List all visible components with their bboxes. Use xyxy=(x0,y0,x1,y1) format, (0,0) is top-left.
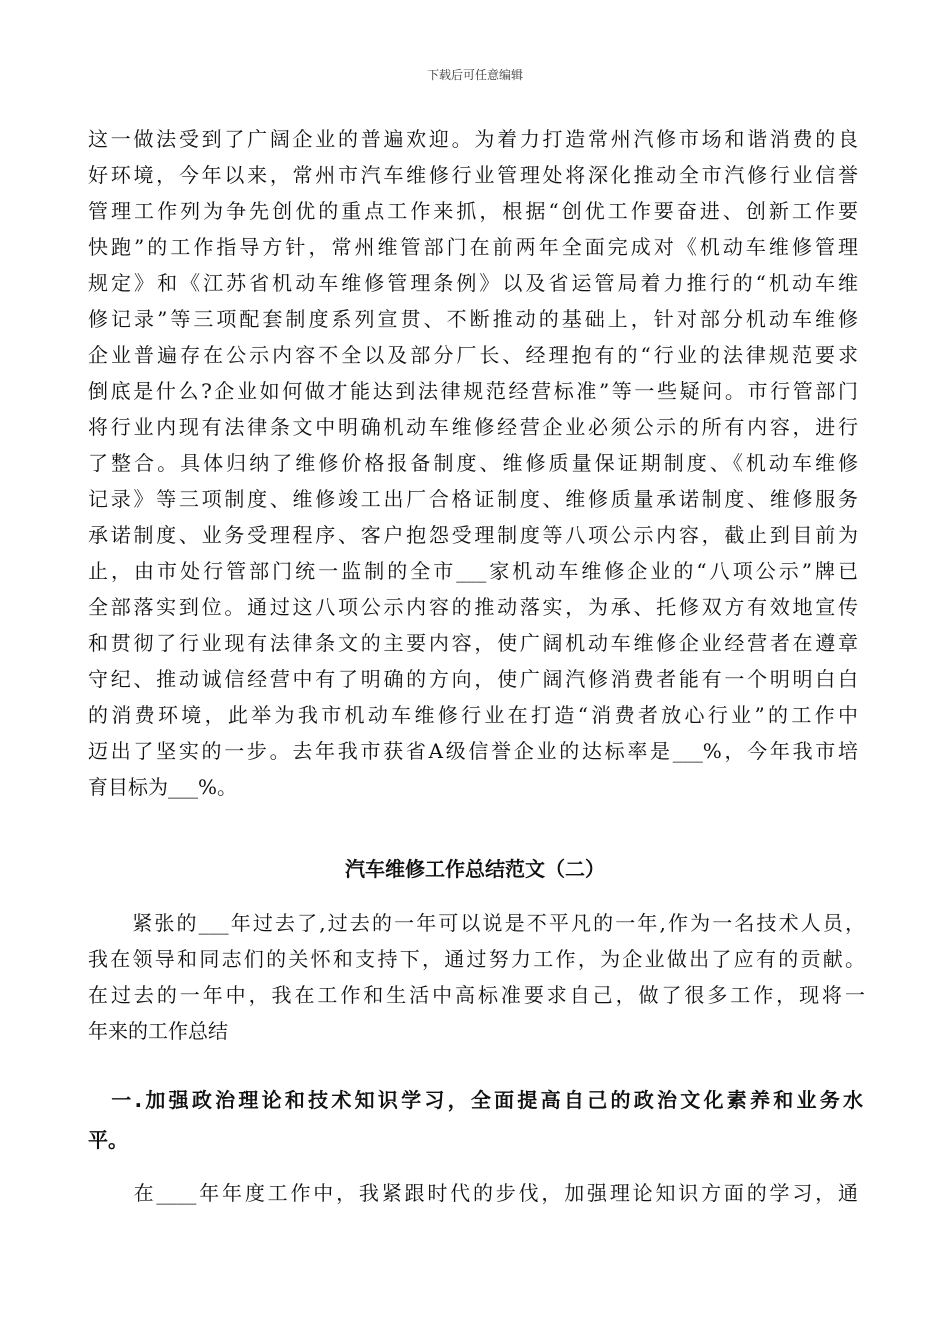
subsection-heading xyxy=(88,1080,863,1160)
page-header-note: 下载后可任意编辑 xyxy=(426,68,523,82)
paragraph-3 xyxy=(88,1175,858,1211)
text-line: 快跑”的工作指导方针，常州维管部门在前两年全面完成对《机动车维修管理 xyxy=(88,235,858,259)
text-line: 止，由市处行管部门统一监制的全市___家机动车维修企业的“八项公示”牌已 xyxy=(88,559,858,583)
section-title: 汽车维修工作总结范文（二） xyxy=(345,857,605,881)
text-line: 将行业内现有法律条文中明确机动车维修经营企业必须公示的所有内容，进行 xyxy=(88,415,858,439)
text-line: 这一做法受到了广阔企业的普遍欢迎。为着力打造常州汽修市场和谐消费的良 xyxy=(88,127,858,151)
paragraph-1 xyxy=(88,121,858,805)
text-line: 好环境，今年以来，常州市汽车维修行业管理处将深化推动全市汽修行业信誉 xyxy=(88,163,858,187)
text-line: 了整合。具体归纳了维修价格报备制度、维修质量保证期制度、《机动车维修 xyxy=(88,451,858,475)
text-line: 规定》和《江苏省机动车维修管理条例》以及省运管局着力推行的“机动车维 xyxy=(88,271,858,295)
text-line: 倒底是什么?企业如何做才能达到法律规范经营标准”等一些疑问。市行管部门 xyxy=(88,379,858,403)
text-line: 守纪、推动诚信经营中有了明确的方向，使广阔汽修消费者能有一个明明白白 xyxy=(88,667,858,691)
text-line: 紧张的___年过去了,过去的一年可以说是不平凡的一年,作为一名技术人员， xyxy=(88,911,865,935)
text-line: 年来的工作总结 xyxy=(88,1019,228,1043)
text-line: 我在领导和同志们的关怀和支持下，通过努力工作，为企业做出了应有的贡献。 xyxy=(88,947,865,971)
heading-line: 一.加强政治理论和技术知识学习，全面提高自己的政治文化素养和业务水 xyxy=(88,1088,863,1112)
text-line: 迈出了坚实的一步。去年我市获省A级信誉企业的达标率是___%，今年我市培 xyxy=(88,739,858,763)
text-line: 和贯彻了行业现有法律条文的主要内容，使广阔机动车维修企业经营者在遵章 xyxy=(88,631,858,655)
text-line: 管理工作列为争先创优的重点工作来抓，根据“创优工作要奋进、创新工作要 xyxy=(88,199,858,223)
text-line: 记录》等三项制度、维修竣工出厂合格证制度、维修质量承诺制度、维修服务 xyxy=(88,487,858,511)
text-line: 修记录”等三项配套制度系列宣贯、不断推动的基础上，针对部分机动车维修 xyxy=(88,307,858,331)
text-line: 在过去的一年中，我在工作和生活中高标准要求自己，做了很多工作，现将一 xyxy=(88,983,865,1007)
text-line: 全部落实到位。通过这八项公示内容的推动落实，为承、托修双方有效地宣传 xyxy=(88,595,858,619)
text-line: 在____年年度工作中，我紧跟时代的步伐，加强理论知识方面的学习，通 xyxy=(88,1181,858,1205)
text-line: 企业普遍存在公示内容不全以及部分厂长、经理抱有的“行业的法律规范要求 xyxy=(88,343,858,367)
paragraph-2 xyxy=(88,905,865,1049)
heading-line: 平。 xyxy=(88,1128,128,1152)
text-line: 育目标为___%。 xyxy=(88,775,238,799)
text-line: 承诺制度、业务受理程序、客户抱怨受理制度等八项公示内容，截止到目前为 xyxy=(88,523,858,547)
text-line: 的消费环境，此举为我市机动车维修行业在打造“消费者放心行业”的工作中 xyxy=(88,703,858,727)
